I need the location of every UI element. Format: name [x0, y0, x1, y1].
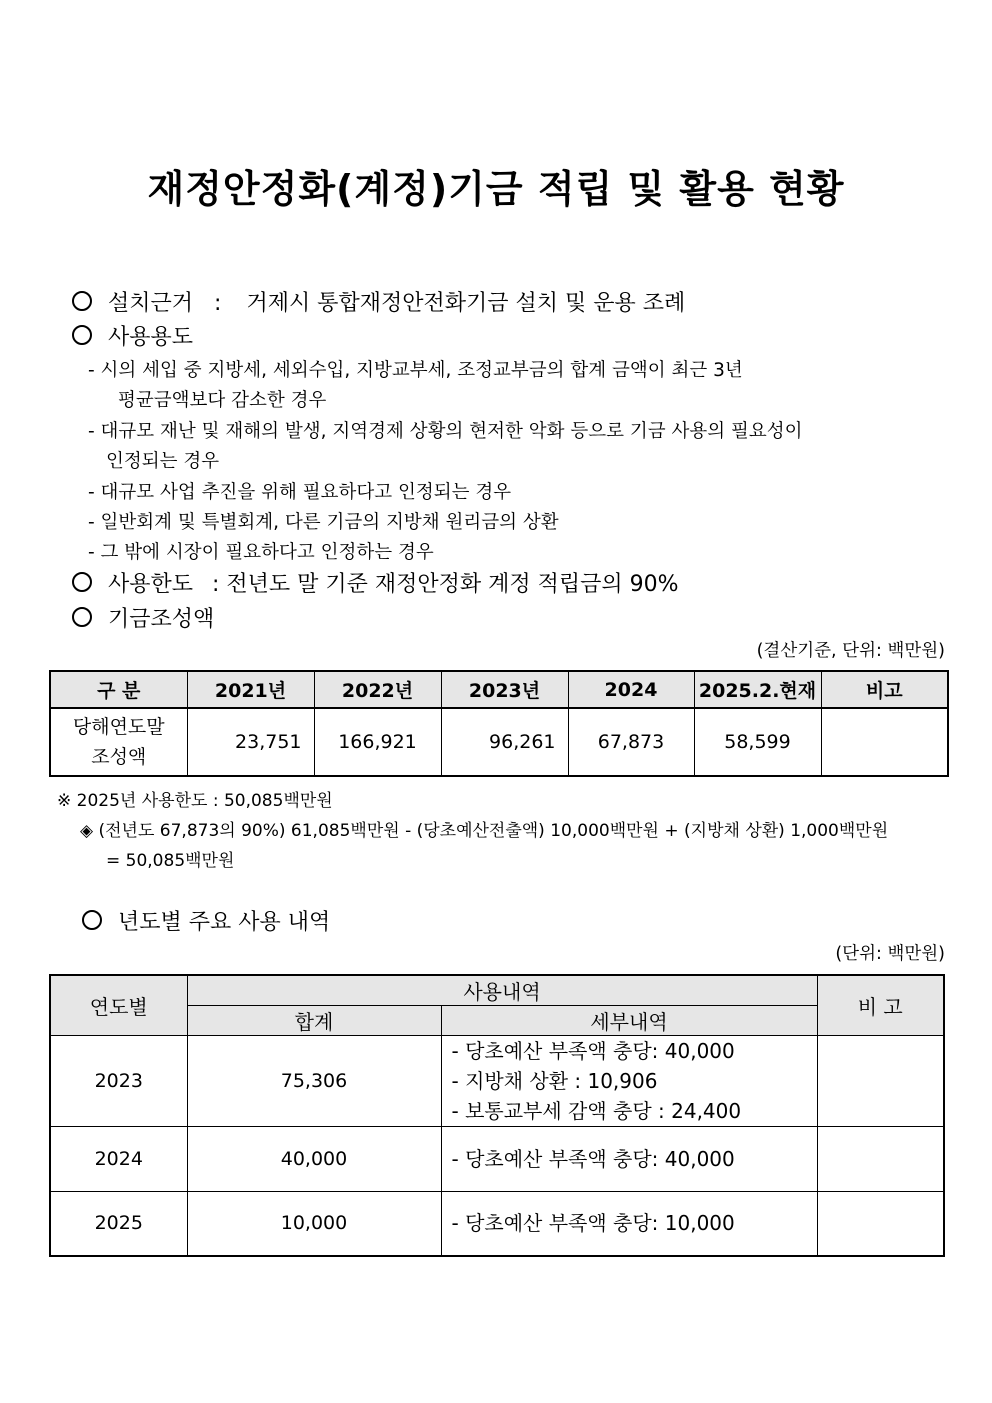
detail-line: - 당초예산 부족액 충당: 10,000 [451, 1211, 735, 1236]
detail-line: - 보통교부세 감액 충당 : 24,400 [451, 1099, 742, 1123]
usage-item-cont: 인정되는 경우 [106, 451, 220, 472]
value-cell: 96,261 [441, 708, 568, 776]
usage-item: - 대규모 사업 추진을 위해 필요하다고 인정되는 경우 [88, 482, 512, 503]
note-limit: ※ 2025년 사용한도 : 50,085백만원 [57, 791, 333, 811]
header-cell: 구 분 [50, 671, 187, 708]
note-cell [817, 1127, 944, 1192]
fund-unit: (결산기준, 단위: 백만원) [756, 641, 945, 661]
usage-item: - 시의 세입 중 지방세, 세외수입, 지방교부세, 조정교부금의 합계 금액이 최근 3년 [88, 360, 743, 381]
header-cell: 2024 [568, 671, 694, 708]
note-cell [817, 1192, 944, 1256]
detail-cell [441, 1036, 817, 1127]
yearly-label: 년도별 주요 사용 내역 [118, 910, 331, 935]
circle-bullet-icon [72, 291, 92, 311]
total-cell: 10,000 [187, 1192, 441, 1256]
usage-item: - 그 밖에 시장이 필요하다고 인정하는 경우 [88, 542, 434, 563]
note-cell [817, 1036, 944, 1127]
header-cell: 2023년 [441, 671, 568, 708]
header-cell: 2022년 [314, 671, 441, 708]
detail-cell [441, 1192, 817, 1256]
header-detail: 세부내역 [441, 1006, 817, 1036]
circle-bullet-icon [72, 325, 92, 345]
note-result: = 50,085백만원 [106, 851, 235, 871]
header-usage: 사용내역 [187, 975, 817, 1006]
detail-line: - 당초예산 부족액 충당: 40,000 [451, 1039, 735, 1063]
fund-table [49, 670, 949, 777]
detail-line: - 당초예산 부족액 충당: 40,000 [451, 1147, 735, 1171]
section-yearly [82, 905, 330, 936]
table-row [50, 1036, 944, 1127]
total-cell: 75,306 [187, 1036, 441, 1127]
circle-bullet-icon [72, 607, 92, 627]
basis-sep: : [214, 291, 222, 316]
fund-label: 기금조성액 [108, 607, 215, 632]
basis-label: 설치근거 [108, 291, 194, 316]
circle-bullet-icon [82, 910, 102, 930]
row-label-line: 당해연도말 [72, 716, 165, 738]
value-cell: 58,599 [694, 708, 821, 776]
header-cell: 2021년 [187, 671, 314, 708]
header-year: 연도별 [50, 975, 187, 1036]
circle-bullet-icon [72, 572, 92, 592]
row-label [50, 708, 187, 776]
table-row [50, 708, 948, 776]
year-cell: 2024 [50, 1127, 187, 1192]
limit-label: 사용한도 [108, 572, 194, 597]
usage-item-cont: 평균금액보다 감소한 경우 [118, 390, 327, 411]
limit-text: : 전년도 말 기준 재정안정화 계정 적립금의 90% [212, 572, 679, 597]
section-basis [72, 286, 685, 317]
total-cell: 40,000 [187, 1127, 441, 1192]
value-cell: 23,751 [187, 708, 314, 776]
yearly-unit: (단위: 백만원) [835, 944, 945, 964]
page-title: 재정안정화(계정)기금 적립 및 활용 현황 [147, 167, 845, 211]
header-cell: 비고 [821, 671, 948, 708]
section-usage [72, 320, 193, 351]
usage-label: 사용용도 [108, 325, 194, 350]
year-cell: 2025 [50, 1192, 187, 1256]
table-row [50, 1192, 944, 1256]
header-total: 합계 [187, 1006, 441, 1036]
section-fund [72, 602, 214, 633]
basis-text: 거제시 통합재정안전화기금 설치 및 운용 조례 [246, 291, 686, 316]
note-cell [821, 708, 948, 776]
detail-cell [441, 1127, 817, 1192]
row-label-line: 조성액 [91, 746, 147, 768]
detail-line: - 지방채 상환 : 10,906 [451, 1069, 658, 1093]
note-calc: ◈ (전년도 67,873의 90%) 61,085백만원 - (당초예산전출액) 10,000백만원 + (지방채 상환) 1,000백만원 [80, 821, 889, 841]
usage-item: - 대규모 재난 및 재해의 발생, 지역경제 상황의 현저한 악화 등으로 기금 사용의 필요성이 [88, 421, 803, 442]
header-cell: 2025.2.현재 [694, 671, 821, 708]
value-cell: 67,873 [568, 708, 694, 776]
header-note: 비 고 [817, 975, 944, 1036]
table-row [50, 1127, 944, 1192]
table-header-row [50, 975, 944, 1006]
usage-item: - 일반회계 및 특별회계, 다른 기금의 지방채 원리금의 상환 [88, 512, 559, 533]
year-cell: 2023 [50, 1036, 187, 1127]
value-cell: 166,921 [314, 708, 441, 776]
table-header-row [50, 671, 948, 708]
section-limit [72, 567, 679, 598]
usage-table [49, 974, 945, 1257]
